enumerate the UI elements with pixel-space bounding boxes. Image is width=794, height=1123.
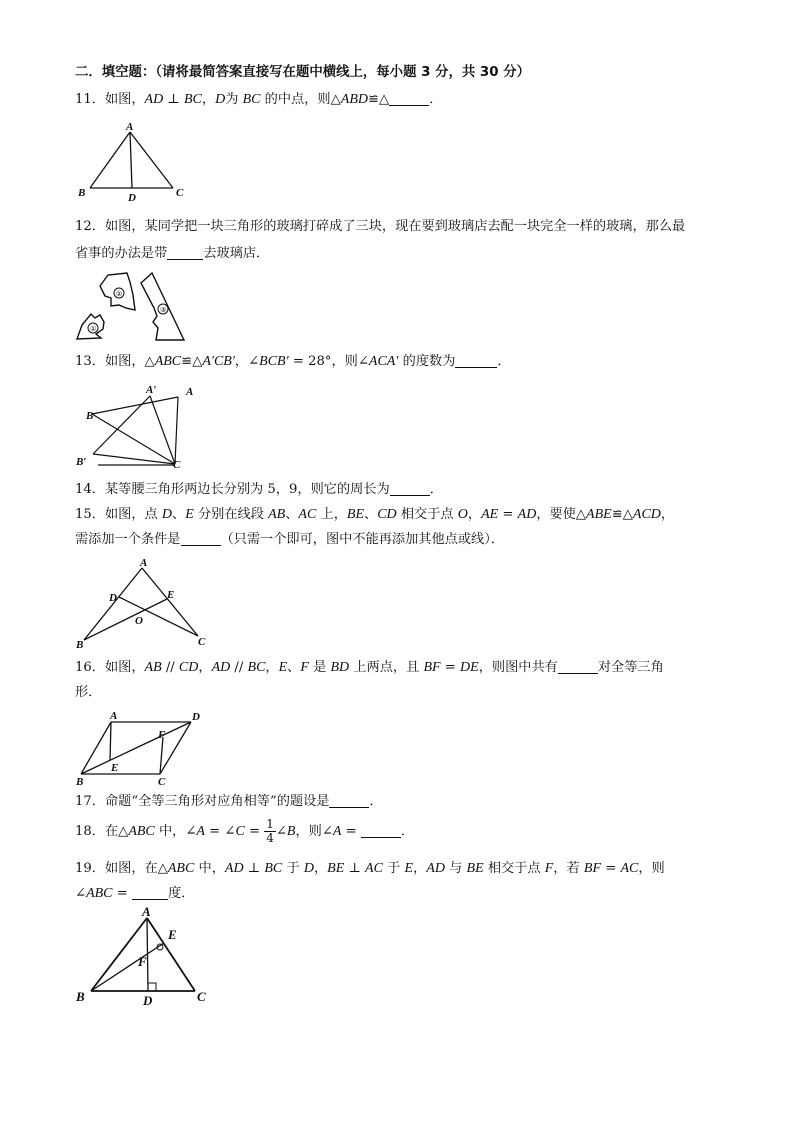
label-A: A xyxy=(126,121,134,133)
question-16-line2: 形． xyxy=(75,685,102,700)
label-A-prime: A′ xyxy=(146,384,157,396)
label-E: E xyxy=(168,927,177,942)
label-B: B xyxy=(86,410,94,422)
question-13: 13．如图，△ABC≌△A′CB′，∠BCB′ = 28°，则∠ACA′ 的度数为 ． xyxy=(75,354,511,369)
label-D: D xyxy=(192,711,200,723)
question-15-line2: 需添加一个条件是 （只需一个即可，图中不能再添加其他点或线）． xyxy=(75,532,505,547)
label-B-prime: B′ xyxy=(76,456,87,468)
answer-blank-17[interactable] xyxy=(329,793,369,808)
question-16-line1: 16．如图，AB // CD，AD // BC，E、F 是 BD 上两点，且 BF = DE，则图中共有 对全等三角 xyxy=(75,660,664,675)
figure-q16 xyxy=(74,708,214,788)
label-O: O xyxy=(135,615,143,627)
label-D: D xyxy=(128,192,136,204)
label-B: B xyxy=(76,776,84,788)
question-17: 17．命题“全等三角形对应角相等”的题设是 ． xyxy=(75,794,383,809)
label-C: C xyxy=(197,989,206,1004)
answer-blank-12[interactable] xyxy=(167,245,203,260)
svg-text:①: ① xyxy=(90,325,97,333)
label-B: B xyxy=(76,639,84,651)
label-C: C xyxy=(198,636,206,648)
section-title: 二．填空题：（请将最简答案直接写在题中横线上，每小题 3 分，共 30 分） xyxy=(75,65,531,80)
label-F: F xyxy=(138,954,147,969)
label-B: B xyxy=(78,187,86,199)
figure-q12 xyxy=(74,270,189,345)
svg-text:③: ③ xyxy=(160,306,167,314)
answer-blank-16[interactable] xyxy=(558,659,598,674)
label-A: A xyxy=(110,710,118,722)
question-12-line1: 12．如图，某同学把一块三角形的玻璃打碎成了三块，现在要到玻璃店去配一块完全一样的玻璃，那么最 xyxy=(75,219,686,234)
answer-blank-15[interactable] xyxy=(181,531,221,546)
answer-blank-18[interactable] xyxy=(361,823,401,838)
label-E: E xyxy=(167,589,175,601)
answer-blank-11[interactable] xyxy=(389,91,429,106)
fraction-one-quarter: $\frac{1}{4}$ xyxy=(266,817,274,845)
figure-q13 xyxy=(74,383,199,473)
label-B: B xyxy=(76,989,85,1004)
question-12-line2: 省事的办法是带 去玻璃店． xyxy=(75,246,270,261)
question-19-line2: ∠ABC = 度． xyxy=(75,886,195,901)
question-19-line1: 19．如图，在△ABC 中，AD ⊥ BC 于 D，BE ⊥ AC 于 E，AD 与 BE 相交于点 F，若 BF = AC，则 xyxy=(75,861,665,876)
question-15-line1: 15．如图，点 D、E 分别在线段 AB、AC 上，BE、CD 相交于点 O，AE = AD，要使△ABE≌△ACD， xyxy=(75,507,675,522)
label-F: F xyxy=(158,729,166,741)
figure-q19 xyxy=(74,903,214,1008)
label-D: D xyxy=(109,592,117,604)
question-14: 14．某等腰三角形两边长分别为 5，9，则它的周长为 ． xyxy=(75,482,443,497)
label-A: A xyxy=(142,904,151,919)
label-C: C xyxy=(173,459,181,471)
figure-q15 xyxy=(74,556,214,651)
question-11: 11．如图，AD ⊥ BC，D为 BC 的中点，则△ABD≌△ ． xyxy=(75,92,443,107)
answer-blank-14[interactable] xyxy=(390,481,430,496)
svg-text:②: ② xyxy=(116,290,123,298)
label-D: D xyxy=(143,993,153,1008)
answer-blank-13[interactable] xyxy=(455,353,497,368)
label-E: E xyxy=(111,762,119,774)
label-A: A xyxy=(140,557,148,569)
label-C: C xyxy=(158,776,166,788)
answer-blank-19[interactable] xyxy=(132,885,168,900)
label-C: C xyxy=(176,187,184,199)
label-A: A xyxy=(186,386,194,398)
question-18: 18．在△ABC 中，∠A = ∠C = $\frac{1}{4}$ ∠B，则∠A = ． xyxy=(75,817,415,845)
figure-q11 xyxy=(75,120,190,202)
